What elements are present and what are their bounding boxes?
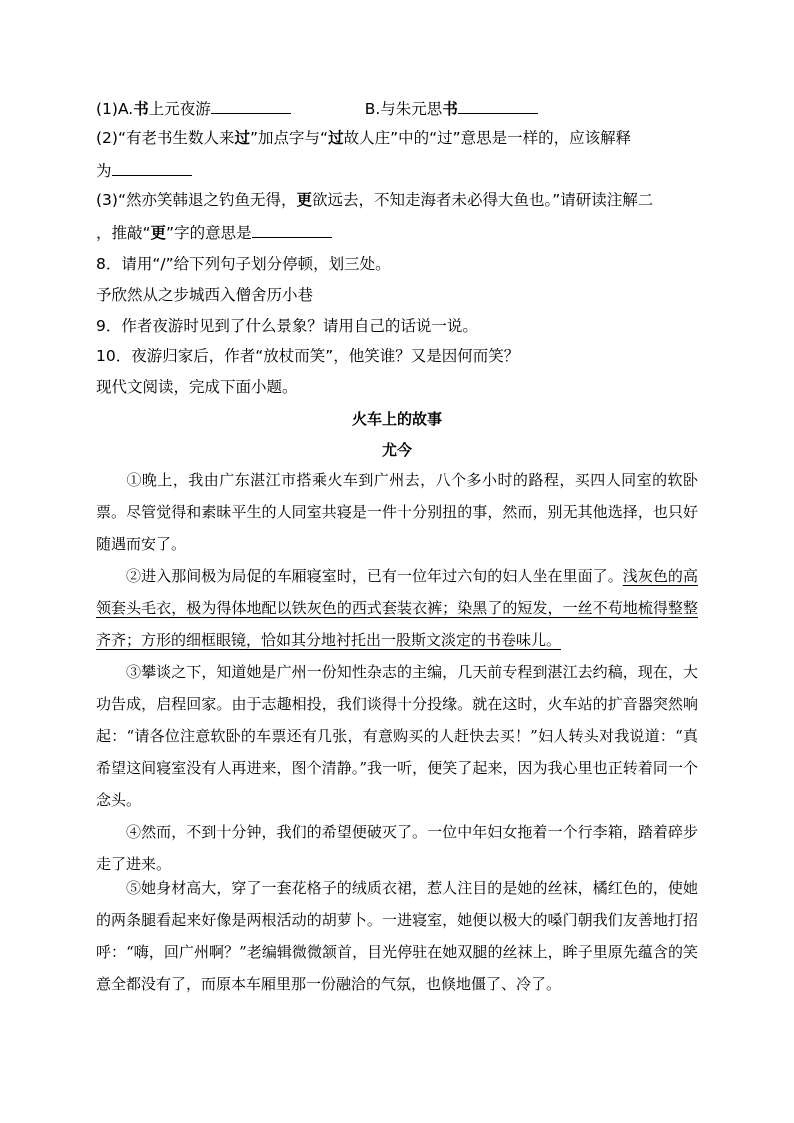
article-paragraph-4 <box>96 816 698 880</box>
question-10: 10．夜游归家后，作者“放杖而笑”，他笑谁？又是因何而笑？ <box>96 347 520 365</box>
q3-text-c: ，推敲“ <box>96 224 151 242</box>
question-9: 9．作者夜游时见到了什么景象？请用自己的话说一说。 <box>96 317 478 335</box>
q2-text-c: 故人庄”中的“过”意思是一样的，应该解释 <box>343 129 632 147</box>
question-3-line-2 <box>96 221 332 243</box>
reading-intro: 现代文阅读，完成下面小题。 <box>96 378 298 396</box>
q3-text-b: 欲远去，不知走海者未必得大鱼也。”请研读注解二 <box>312 191 654 209</box>
paragraph-3-text: ③攀谈之下，知道她是广州一份知性杂志的主编，几天前专程到湛江去约稿，现在，大功告成，启程回家。由于志趣相投，我们谈得十分投缘。就在这时，火车站的扩音器突然响起：“请各位注意软卧的车票还有几张，有意购买的人赶快去买！”妇人转头对我说道：“真希望这间寝室没有人再进来，图个清静。”我一听，便笑了起来，因为我心里也正转着同一个念头。 <box>96 663 698 809</box>
question-3-line <box>96 190 653 210</box>
article-paragraph-1 <box>96 464 698 560</box>
q3-text-d: ”字的意思是 <box>166 224 252 242</box>
q1-a-answer-blank[interactable] <box>211 97 291 114</box>
q1-b-answer-blank[interactable] <box>458 97 538 114</box>
q3-bold-char-1: 更 <box>296 191 313 209</box>
q2-text-b: ”加点字与“ <box>250 129 329 147</box>
paragraph-2-text: ②进入那间极为局促的车厢寝室时，已有一位年过六旬的妇人坐在里面了。 <box>126 567 623 585</box>
question-2-line <box>96 128 631 148</box>
q3-bold-char-2: 更 <box>150 224 167 242</box>
q1-a-text: 上元夜游 <box>148 100 211 118</box>
q1-a-label: (1)A. <box>96 100 134 118</box>
q2-bold-char-2: 过 <box>328 129 344 147</box>
q1-b-text: B.与朱元思 <box>364 100 443 118</box>
paragraph-4-text: ④然而，不到十分钟，我们的希望便破灭了。一位中年妇女拖着一个行李箱，踏着碎步走了进来。 <box>96 823 698 873</box>
paragraph-5-text: ⑤她身材高大，穿了一套花格子的绒质衣裙，惹人注目的是她的丝袜，橘红色的，使她的两条腿看起来好像是两根活动的胡萝卜。一进寝室，她便以极大的嗓门朝我们友善地打招呼：“嗨，回广州啊？”老编辑微微颔首，目光停驻在她双腿的丝袜上，眸子里原先蕴含的笑意全都没有了，而原本车厢里那一份融洽的气氛，也倏地僵了、冷了。 <box>96 879 698 993</box>
paragraph-1-text: ①晚上，我由广东湛江市搭乘火车到广州去，八个多小时的路程，买四人同室的软卧票。尽管觉得和素昧平生的人同室共寝是一件十分别扭的事，然而，别无其他选择，也只好随遇而安了。 <box>96 471 698 553</box>
question-2-line-2 <box>96 159 192 181</box>
q1-a-bold-char: 书 <box>133 100 149 118</box>
article-paragraph-3 <box>96 656 698 816</box>
q3-answer-blank[interactable] <box>252 221 332 238</box>
q1-b-bold-char: 书 <box>442 100 458 118</box>
question-1-line <box>96 97 538 119</box>
question-8-sentence: 予欣然从之步城西入僧舍历小巷 <box>96 286 314 304</box>
q2-text-a: (2)“有老书生数人来 <box>96 129 235 147</box>
question-8: 8．请用“/”给下列句子划分停顿，划三处。 <box>96 255 391 273</box>
article-paragraph-2 <box>96 560 698 656</box>
q2-answer-blank[interactable] <box>112 159 192 176</box>
paragraph-2-underlined-text: 浅灰色的高领套头毛衣，极为得体地配以铁灰色的西式套装衣裤；染黑了的短发，一丝不苟地梳得整整齐齐；方形的细框眼镜，恰如其分地衬托出一股斯文淡定的书卷味儿。 <box>96 567 698 649</box>
q2-bold-char-1: 过 <box>234 129 251 147</box>
q3-text-a: (3)“然亦笑韩退之钓鱼无得， <box>96 191 297 209</box>
q2-text-d: 为 <box>96 162 112 180</box>
article-title: 火车上的故事 <box>351 410 442 428</box>
article-paragraph-5 <box>96 872 698 1000</box>
article-author: 尤今 <box>381 441 412 459</box>
